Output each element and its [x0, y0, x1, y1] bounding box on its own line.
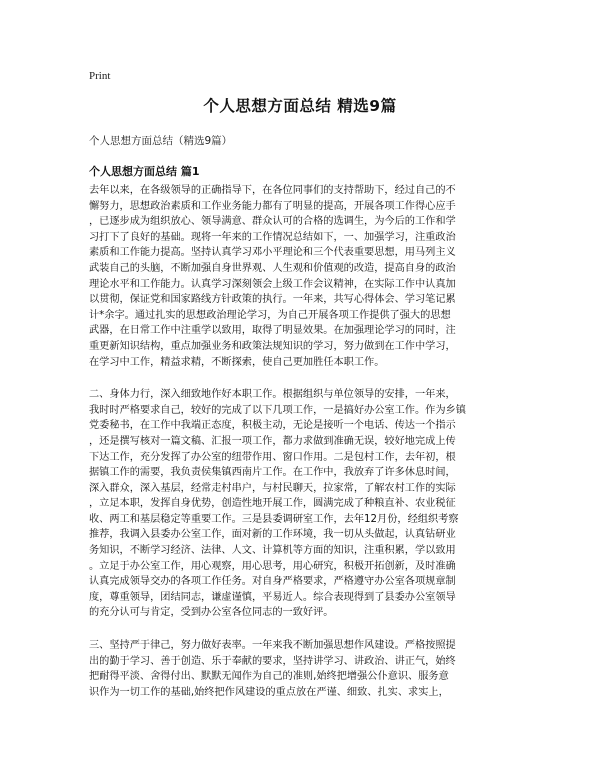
paragraph-line: ，立足本职，发挥自身优势，创造性地开展工作，圆满完成了种粮直补、农业税征 [89, 498, 456, 510]
paragraph-line: 推荐，我调入县委办公室工作，面对新的工作环境，我一切从头做起，认真钻研业 [89, 529, 456, 541]
paragraph-line: 理论水平和工作能力。认真学习深刻领会上级工作会议精神，在实际工作中认真加 [89, 278, 456, 290]
paragraph-line: 去年以来，在各级领导的正确指导下，在各位同事们的支持帮助下，经过自己的不 [89, 185, 456, 196]
paragraph-line: 。立足于办公室工作，用心观察，用心思考，用心研究，积极开拓创新，及时准确 [89, 560, 456, 572]
paragraph-line: 我时时严格要求自己，较好的完成了以下几项工作，一是搞好办公室工作。作为乡镇 [89, 404, 466, 416]
paragraph-line: 度，尊重领导，团结同志，谦虚谨慎，平易近人。综合表现得到了县委办公室领导 [89, 591, 456, 603]
document-body [89, 183, 517, 717]
paragraph-line: 二、身体力行，深入细致地作好本职工作。根据组织与单位领导的安排，一年来， [89, 389, 456, 401]
paragraph-line: 据镇工作的需要，我负责侯集镇西南片工作。在工作中，我放弃了许多休息时间， [89, 467, 456, 479]
paragraph-line: 以贯彻，保证党和国家路线方针政策的执行。一年来，共写心得体会、学习笔记累 [89, 294, 456, 306]
paragraph-line: 深入群众，深入基层，经常走村串户，与村民聊天，拉家常，了解农村工作的实际 [89, 482, 456, 494]
paragraph-line: 重更新知识结构，重点加强业务和政策法规知识的学习，努力做到在工作中学习， [89, 340, 456, 352]
paragraph-line: 的充分认可与肯定，受到办公室各位同志的一致好评。 [89, 607, 334, 619]
paragraph-line: 收、两工和基层稳定等重要工作。三是县委调研室工作，去年12月份，经组织考察 [89, 513, 459, 525]
paragraph-line: 三、坚持严于律己，努力做好表率。一年来我不断加强思想作风建设。严格按照提 [89, 640, 456, 652]
paragraph-line: 素质和工作能力提高。坚持认真学习邓小平理论和三个代表重要思想，用马列主义 [89, 247, 456, 259]
paragraph-line: 党委秘书，在工作中我端正态度，积极主动，无论是接听一个电话、传达一个指示 [89, 420, 456, 432]
paragraph-line: ，还是撰写核对一篇文稿、汇报一项工作，都力求做到准确无误，较好地完成上传 [89, 435, 456, 447]
paragraph-line: 把耐得平淡、舍得付出、默默无闻作为自己的准则,始终把增强公仆意识、服务意 [89, 671, 449, 683]
paragraph-line: 务知识，不断学习经济、法律、人文、计算机等方面的知识，注重积累，学以致用 [89, 545, 456, 557]
paragraph-line: 出的勤于学习、善于创造、乐于奉献的要求，坚持讲学习、讲政治、讲正气，始终 [89, 655, 456, 667]
paragraph-line: 计*余字。通过扎实的思想政治理论学习，为自己开展各项工作提供了强大的思想 [89, 309, 451, 321]
paragraph-line: 武器，在日常工作中注重学以致用，取得了明显效果。在加强理论学习的同时，注 [89, 325, 456, 337]
paragraph-line: 懈努力，思想政治素质和工作业务能力都有了明显的提高，开展各项工作得心应手 [89, 200, 456, 212]
paragraph-line: 在学习中工作，精益求精，不断探索，使自己更加胜任本职工作。 [89, 356, 385, 368]
paragraph [89, 638, 517, 700]
paragraph-line: ，已逐步成为组织放心、领导满意、群众认可的合格的选调生，为今后的工作和学 [89, 216, 456, 228]
document-title: 个人思想方面总结 精选9篇 [203, 97, 397, 115]
print-label: Print [89, 70, 111, 82]
paragraph-line: 下达工作，充分发挥了办公室的纽带作用、窗口作用。二是包村工作，去年初，根 [89, 451, 456, 463]
paragraph-line: 认真完成领导交办的各项工作任务。对自身严格要求，严格遵守办公室各项规章制 [89, 576, 456, 588]
paragraph [89, 387, 517, 621]
paragraph [89, 183, 517, 370]
document-subtitle: 个人思想方面总结（精选9篇） [89, 135, 233, 147]
paragraph-line: 武装自己的头脑，不断加强自身世界观、人生观和价值观的改造，提高自身的政治 [89, 262, 456, 274]
paragraph-line: 习打下了良好的基础。现将一年来的工作情况总结如下，一、加强学习，注重政治 [89, 231, 456, 243]
section-heading: 个人思想方面总结 篇1 [89, 165, 200, 178]
paragraph-line: 识作为一切工作的基础,始终把作风建设的重点放在严谨、细致、扎实、求实上， [89, 686, 449, 698]
